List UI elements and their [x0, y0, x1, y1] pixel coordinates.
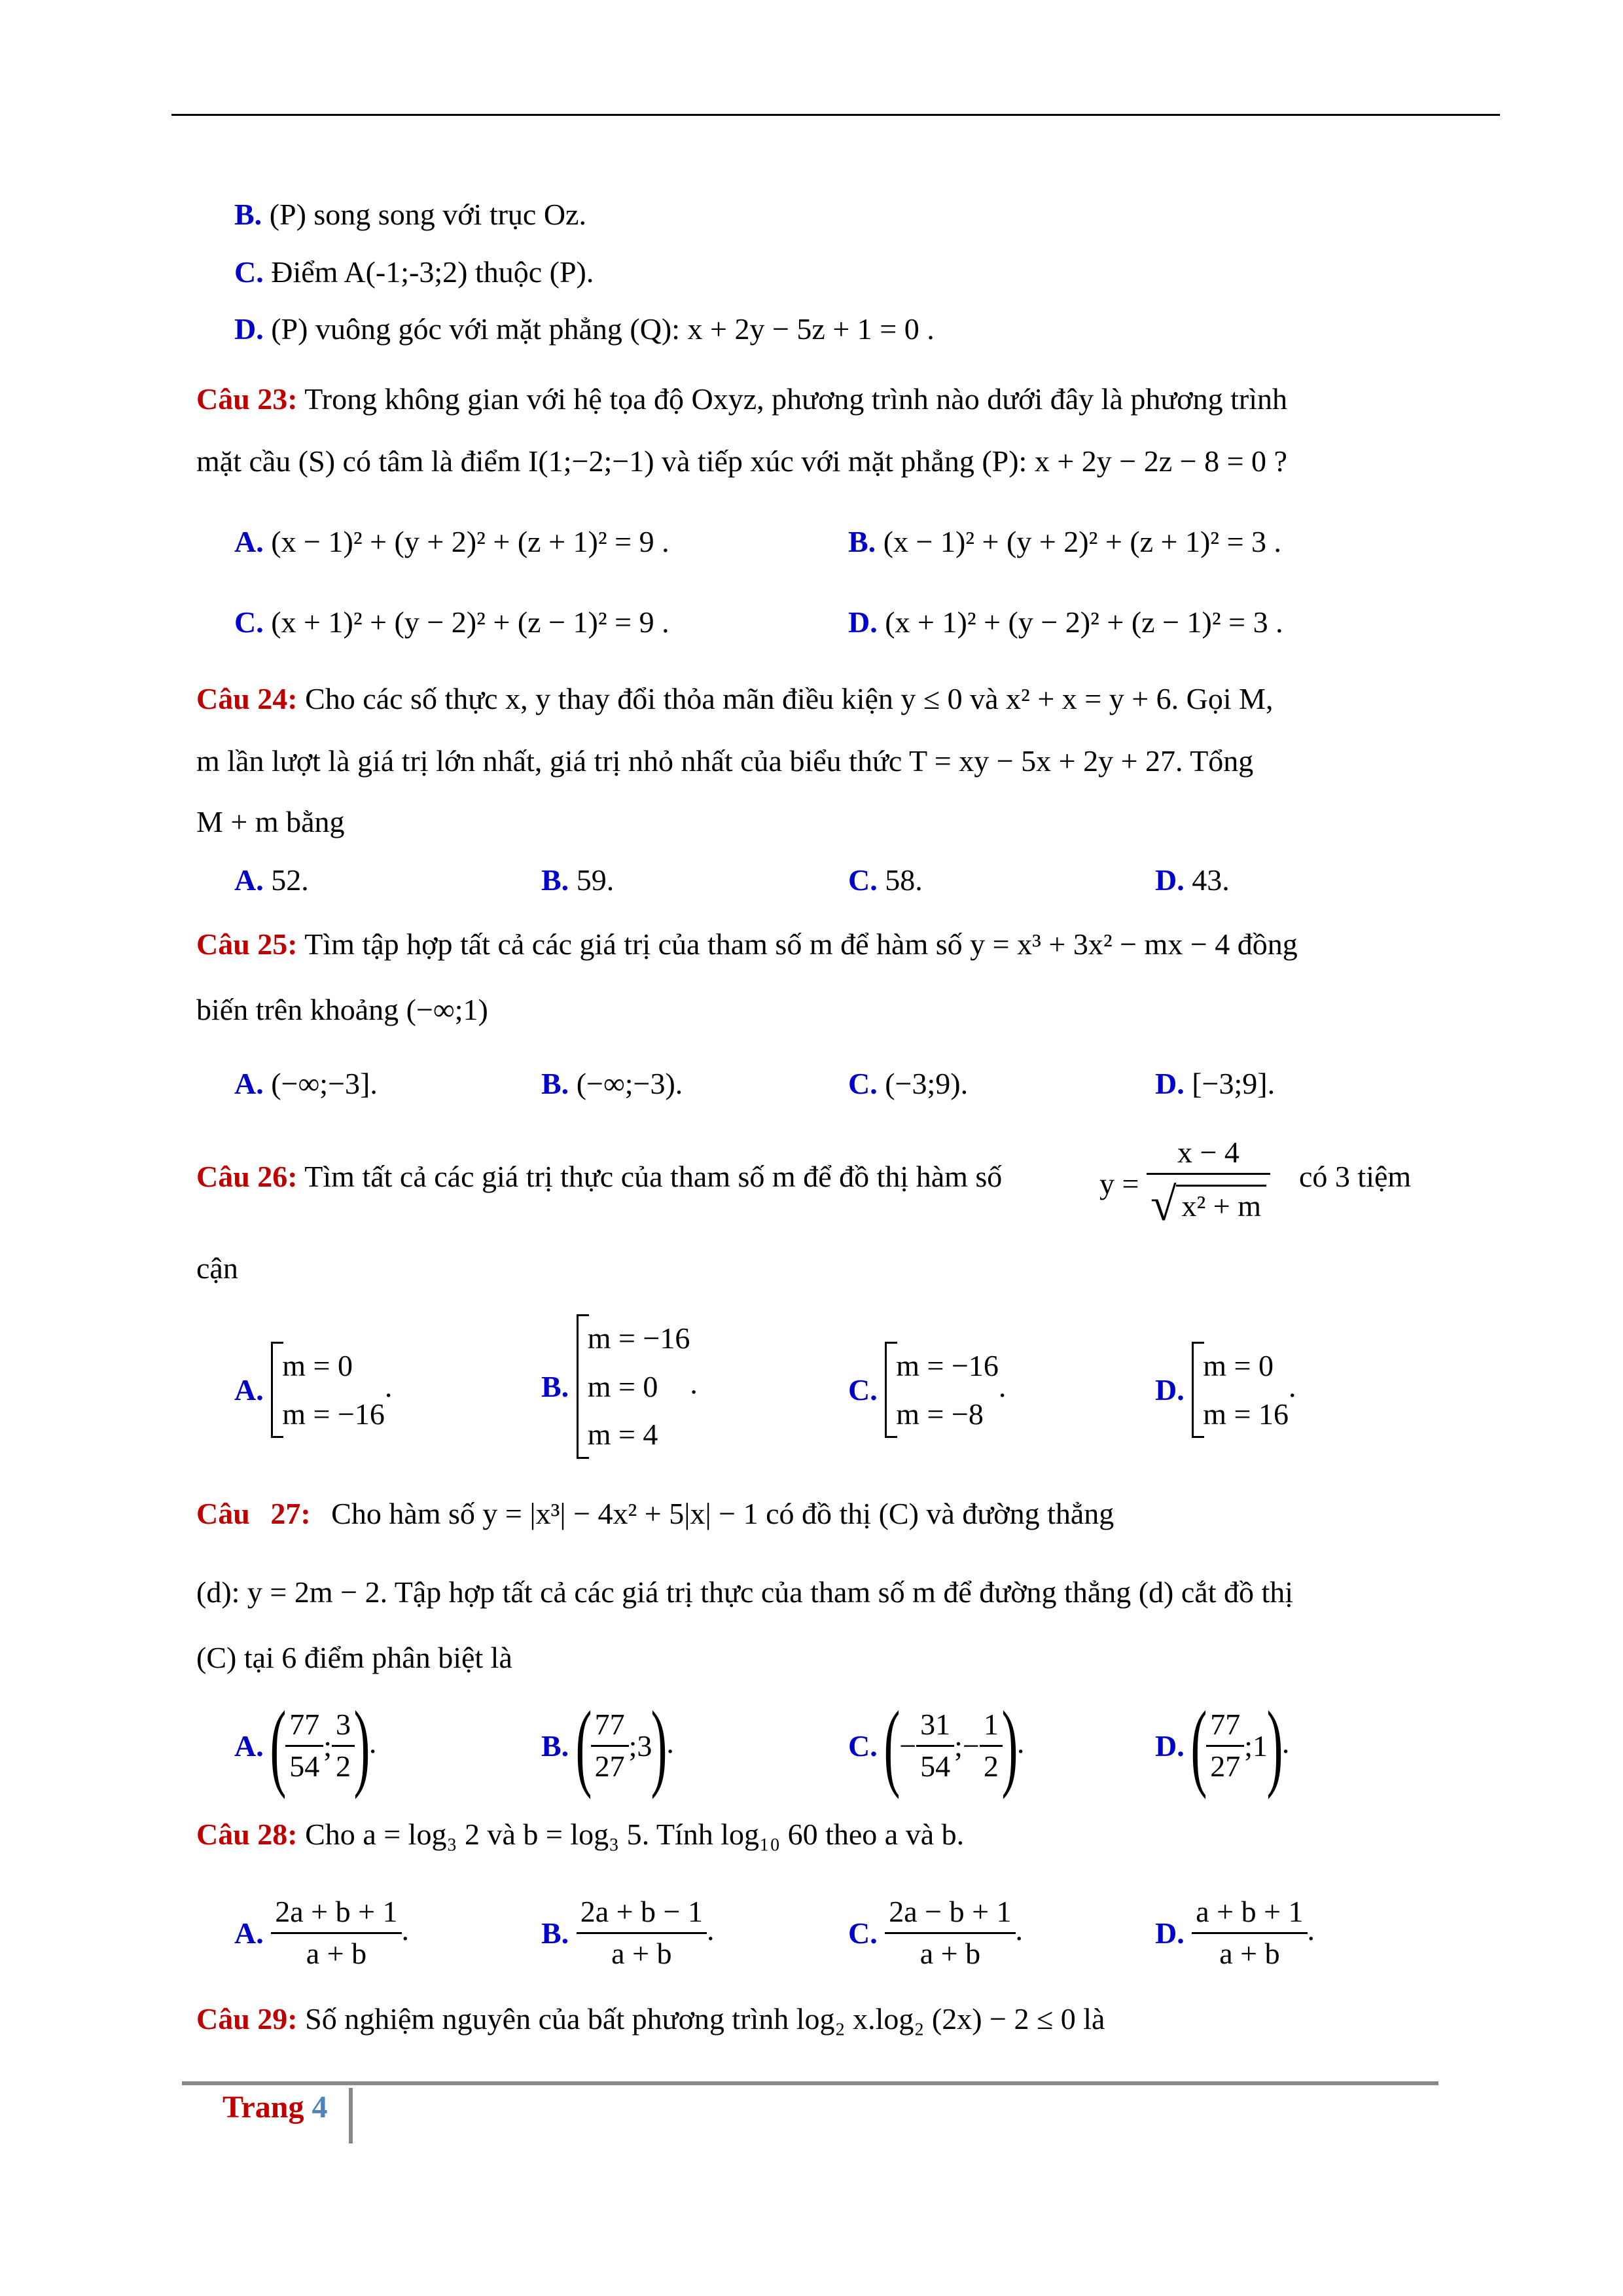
q28-option-a: A. $\frac{2a + b + 1}{a + b}$ .	[234, 1895, 410, 1970]
q26-option-d: D. m = 0 m = 16 .	[1155, 1342, 1296, 1438]
q27-option-b: B. ( $\frac{77}{27}$ ;3).	[541, 1691, 674, 1800]
q24-option-c: C. 58.	[848, 863, 923, 897]
q28-option-c: C. $\frac{2a - b + 1}{a + b}$ .	[848, 1895, 1024, 1970]
q22-option-b: B. (P) song song với trục Oz.	[234, 198, 586, 231]
q27-line2: (d): y = 2m − 2. Tập hợp tất cả các giá trị thực của tham số m để đường thẳng (d) cắt đồ thị	[196, 1575, 1294, 1609]
q26-line2: cận	[196, 1251, 238, 1285]
page-number: 4	[312, 2090, 328, 2125]
sqrt-icon: √	[1150, 1177, 1177, 1230]
q25-line1: Câu 25: Tìm tập hợp tất cả các giá trị của tham số m để hàm số y = x³ + 3x² − mx − 4 đồng	[196, 927, 1298, 961]
q27-line3: (C) tại 6 điểm phân biệt là	[196, 1641, 512, 1674]
q24-line1: Câu 24: Cho các số thực x, y thay đổi thỏa mãn điều kiện y ≤ 0 và x² + x = y + 6. Gọi M,	[196, 682, 1274, 715]
q26-fraction: $\frac{x - 4}{\text{√ x² + m}}$	[1147, 1136, 1270, 1232]
footer-divider	[349, 2088, 353, 2144]
q26-option-a: A. m = 0 m = −16 .	[234, 1342, 392, 1438]
q27-line1: Câu 27: Cho hàm số y = |x³| − 4x² + 5|x| − 1 có đồ thị (C) và đường thẳng	[196, 1497, 1115, 1530]
q26-line1: Câu 26: Tìm tất cả các giá trị thực của tham số m để đồ thị hàm số	[196, 1160, 1003, 1193]
top-rule	[171, 114, 1500, 116]
q23-option-d: D. (x + 1)² + (y − 2)² + (z − 1)² = 3 .	[848, 605, 1283, 639]
q28-option-b: B. $\frac{2a + b - 1}{a + b}$ .	[541, 1895, 715, 1970]
q27-option-a: A. ( $\frac{77}{54}$ ; $\frac{3}{2}$ ).	[234, 1691, 377, 1800]
q24-option-d: D. 43.	[1155, 863, 1230, 897]
q26-function: y = $\frac{x - 4}{\text{√ x² + m}}$	[1099, 1136, 1270, 1232]
q26-option-c: C. m = −16 m = −8 .	[848, 1342, 1006, 1438]
q24-option-a: A. 52.	[234, 863, 309, 897]
q22-option-c: C. Điểm A(-1;-3;2) thuộc (P).	[234, 255, 594, 289]
q23-line1: Câu 23: Trong không gian với hệ tọa độ Oxyz, phương trình nào dưới đây là phương trình	[196, 382, 1287, 416]
q23-option-b: B. (x − 1)² + (y + 2)² + (z + 1)² = 3 .	[848, 525, 1282, 558]
q25-line2: biến trên khoảng (−∞;1)	[196, 993, 488, 1026]
q26-option-b: B. m = −16 m = 0 m = 4 .	[541, 1314, 698, 1459]
q23-line2: mặt cầu (S) có tâm là điểm I(1;−2;−1) và tiếp xúc với mặt phẳng (P): x + 2y − 2z − 8 = 0 ?	[196, 444, 1287, 478]
q27-option-c: C. (− $\frac{31}{54}$ ;− $\frac{1}{2}$ ).	[848, 1691, 1025, 1800]
q23-option-c: C. (x + 1)² + (y − 2)² + (z − 1)² = 9 .	[234, 605, 669, 639]
q28-option-d: D. $\frac{a + b + 1}{a + b}$ .	[1155, 1895, 1315, 1970]
q24-option-b: B. 59.	[541, 863, 615, 897]
page-footer: Trang 4	[223, 2090, 328, 2125]
q25-option-a: A. (−∞;−3].	[234, 1067, 378, 1100]
q24-line3: M + m bằng	[196, 805, 345, 838]
q25-option-c: C. (−3;9).	[848, 1067, 969, 1100]
q22-option-d: D. (P) vuông góc với mặt phẳng (Q): x + 2y − 5z + 1 = 0 .	[234, 312, 935, 346]
q23-option-a: A. (x − 1)² + (y + 2)² + (z + 1)² = 9 .	[234, 525, 669, 558]
q24-line2: m lần lượt là giá trị lớn nhất, giá trị nhỏ nhất của biểu thức T = xy − 5x + 2y + 27. Tổng	[196, 744, 1254, 778]
q29-line: Câu 29: Số nghiệm nguyên của bất phương trình log₂ x.log₂ (2x) − 2 ≤ 0 là	[196, 2002, 1105, 2036]
q25-option-b: B. (−∞;−3).	[541, 1067, 683, 1100]
q28-line: Câu 28: Cho a = log₃ 2 và b = log₃ 5. Tính log₁₀ 60 theo a và b.	[196, 1818, 965, 1851]
q26-line1-end: có 3 tiệm	[1299, 1160, 1412, 1193]
footer-rule	[182, 2081, 1438, 2085]
q25-option-d: D. [−3;9].	[1155, 1067, 1275, 1100]
q27-option-d: D. ( $\frac{77}{27}$ ;1).	[1155, 1691, 1290, 1800]
